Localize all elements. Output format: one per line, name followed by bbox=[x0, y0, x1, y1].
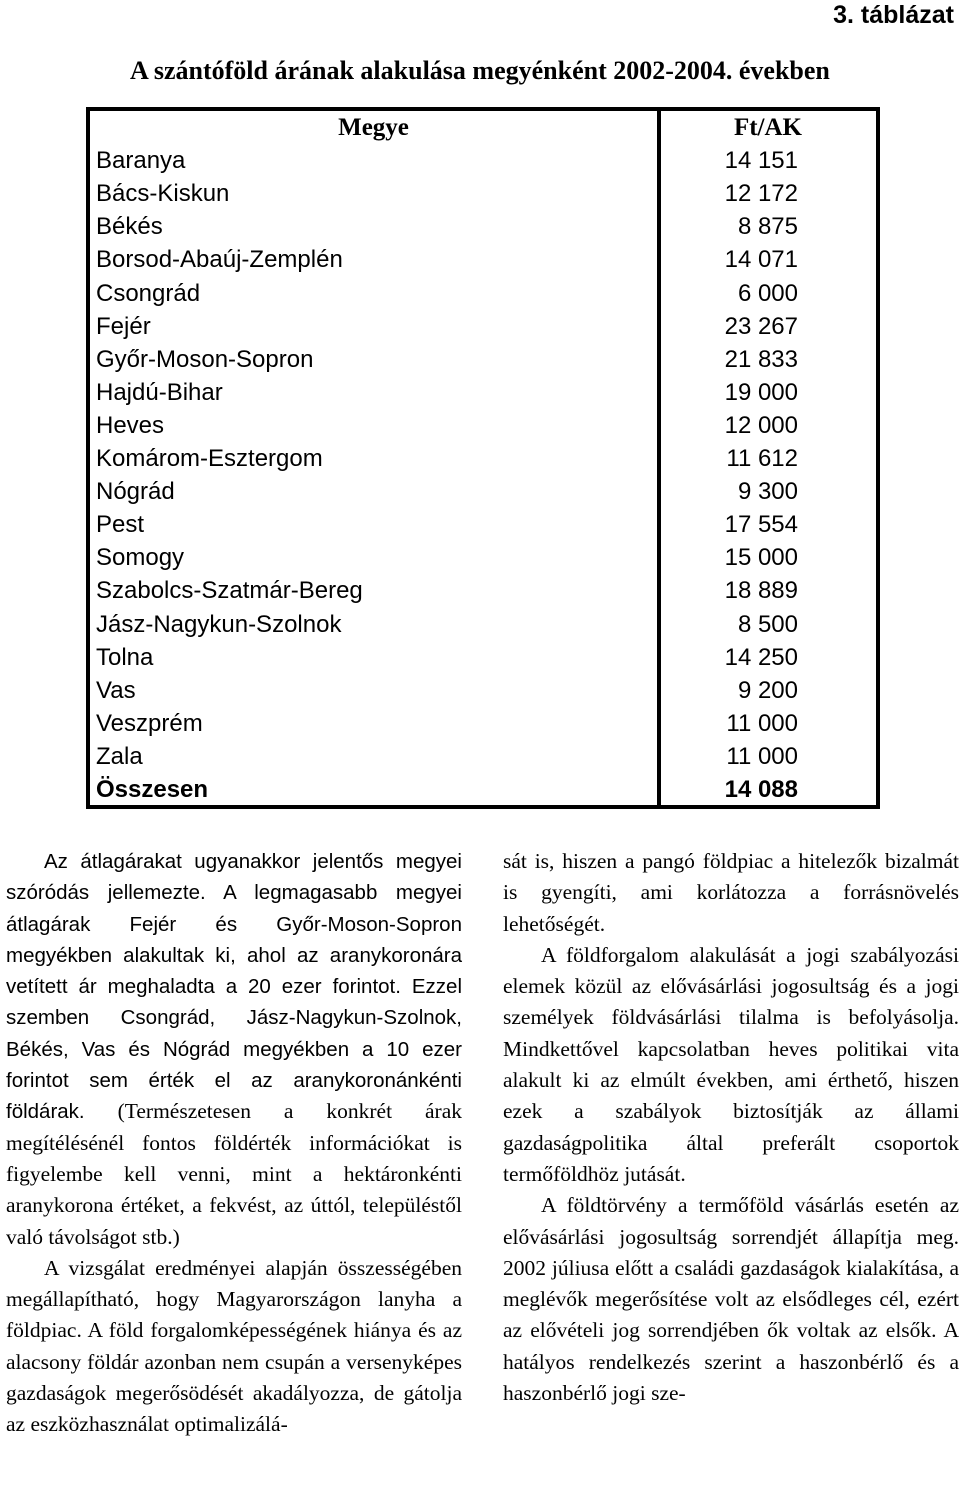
price-value: 9 300 bbox=[737, 478, 798, 506]
column-header-unit: Ft/AK bbox=[733, 114, 802, 141]
price-value: 11 000 bbox=[726, 742, 798, 770]
table-row bbox=[90, 475, 876, 508]
county-name: Nógrád bbox=[96, 478, 175, 506]
table-row bbox=[90, 541, 876, 574]
total-value: 14 088 bbox=[724, 776, 798, 803]
right-paragraph-1: sát is, hiszen a pangó földpiac a hitelezők bizalmát is gyengíti, ami korlátozza a forrásnövelés lehetőségét. bbox=[503, 849, 959, 936]
price-value: 12 172 bbox=[724, 180, 798, 208]
county-name: Tolna bbox=[96, 643, 154, 671]
table-row bbox=[90, 641, 876, 674]
county-price-table bbox=[86, 107, 880, 809]
county-name: Komárom-Esztergom bbox=[96, 445, 323, 472]
county-name: Békés bbox=[96, 213, 163, 241]
county-name: Szabolcs-Szatmár-Bereg bbox=[96, 577, 363, 605]
county-name: Jász-Nagykun-Szolnok bbox=[96, 610, 342, 638]
price-value: 18 889 bbox=[724, 577, 798, 605]
table-row bbox=[90, 210, 876, 243]
county-name: Hajdú-Bihar bbox=[96, 378, 223, 406]
left-paragraph-1-text: Az átlagárakat ugyanakkor jelentős megyei szóródás jellemezte. A legmagasabb megyei átlagárak Fejér és Győr-Moson-Sopron megyékben alakultak ki, ahol az aranykoronára vetített ár meghaladta a 20 ezer forintot. Ezzel szemben Csongrád, Jász-Nagykun-Szolnok, Békés, Vas és Nógrád megyékben a 10 ezer forintot sem érték el az aranykoronánkénti földárak. bbox=[6, 850, 462, 1124]
table-row bbox=[90, 740, 876, 773]
table-row bbox=[90, 442, 876, 475]
county-name: Zala bbox=[96, 742, 143, 770]
county-name: Csongrád bbox=[96, 279, 201, 307]
price-value: 12 000 bbox=[724, 411, 798, 439]
table-row bbox=[90, 310, 876, 343]
county-name: Vas bbox=[96, 676, 136, 704]
price-value: 14 250 bbox=[724, 643, 798, 671]
left-paragraph-1-parenthetical: (Természetesen a konkrét árak megítélésénél fontos földérték információkat is figyelembe kell venni, mint a hektáronkénti aranykorona értéket, a fekvést, az úttól, településtől való távolságot stb.) bbox=[6, 1099, 462, 1249]
table-total-row bbox=[90, 773, 876, 806]
table-row bbox=[90, 508, 876, 541]
price-value: 11 000 bbox=[726, 709, 798, 737]
county-name: Pest bbox=[96, 511, 145, 539]
column-header-county: Megye bbox=[338, 114, 409, 141]
price-value: 14 071 bbox=[724, 246, 798, 274]
left-text-column bbox=[6, 846, 462, 1441]
right-text-column bbox=[503, 846, 959, 1409]
county-name: Baranya bbox=[96, 147, 186, 175]
price-value: 19 000 bbox=[724, 378, 798, 406]
right-paragraph-2: A földforgalom alakulását a jogi szabályozási elemek közül az elővásárlási jogosultság és a jogi személyek földvásárlási tilalma is befolyásolja. Mindkettővel kapcsolatban heves politikai vita alakult ki az elmúlt években, ami érthető, hiszen ezek a szabályok biztosítják az állami gazdaságpolitika által preferált csoportok termőföldhöz jutását. bbox=[503, 942, 959, 1186]
table-title: A szántóföld árának alakulása megyénként 2002-2004. években bbox=[130, 56, 830, 85]
table-row bbox=[90, 144, 876, 177]
price-value: 6 000 bbox=[737, 279, 798, 307]
price-value: 21 833 bbox=[724, 345, 798, 373]
table-row bbox=[90, 574, 876, 607]
price-value: 14 151 bbox=[724, 147, 798, 175]
total-label: Összesen bbox=[96, 776, 209, 803]
county-name: Győr-Moson-Sopron bbox=[96, 345, 314, 373]
county-name: Somogy bbox=[96, 544, 185, 572]
price-value: 17 554 bbox=[724, 511, 798, 539]
price-value: 8 500 bbox=[737, 610, 798, 638]
right-paragraph-3: A földtörvény a termőföld vásárlás esetén az elővásárlási jogosultság sorrendjét állapítja meg. 2002 júliusa előtt a családi gazdaságok kialakítása, a meglévők megerősítése volt az elsődleges cél, ezért az elővételi jog sorrendjében ők voltak az elsők. A hatályos rendelkezés szerint a haszonbérlő és a haszonbérlő jogi sze- bbox=[503, 1193, 959, 1406]
price-value: 8 875 bbox=[737, 213, 798, 241]
county-name: Borsod-Abaúj-Zemplén bbox=[96, 246, 343, 274]
county-name: Veszprém bbox=[96, 709, 203, 737]
table-number-label: 3. táblázat bbox=[833, 1, 954, 29]
left-paragraph-2: A vizsgálat eredményei alapján összességében megállapítható, hogy Magyarországon lanyha a földpiac. A föld forgalomképességének hiánya és az alacsony földár azonban nem csupán a versenyképes gazdaságok megerősödését akadályozza, de gátolja az eszközhasználat optimalizálá- bbox=[6, 1255, 462, 1437]
table-header-row bbox=[90, 111, 876, 144]
table-row bbox=[90, 177, 876, 210]
table-row bbox=[90, 409, 876, 442]
price-value: 23 267 bbox=[724, 312, 798, 340]
table-row bbox=[90, 376, 876, 409]
table-row bbox=[90, 243, 876, 276]
table-row bbox=[90, 277, 876, 310]
price-value: 11 612 bbox=[726, 445, 798, 472]
table-row bbox=[90, 674, 876, 707]
table-row bbox=[90, 608, 876, 641]
price-value: 9 200 bbox=[737, 676, 798, 704]
county-name: Heves bbox=[96, 411, 165, 439]
county-name: Fejér bbox=[96, 312, 151, 340]
table-row bbox=[90, 343, 876, 376]
county-name: Bács-Kiskun bbox=[96, 180, 230, 208]
table-row bbox=[90, 707, 876, 740]
left-paragraph-1 bbox=[6, 846, 462, 1253]
price-value: 15 000 bbox=[724, 544, 798, 572]
